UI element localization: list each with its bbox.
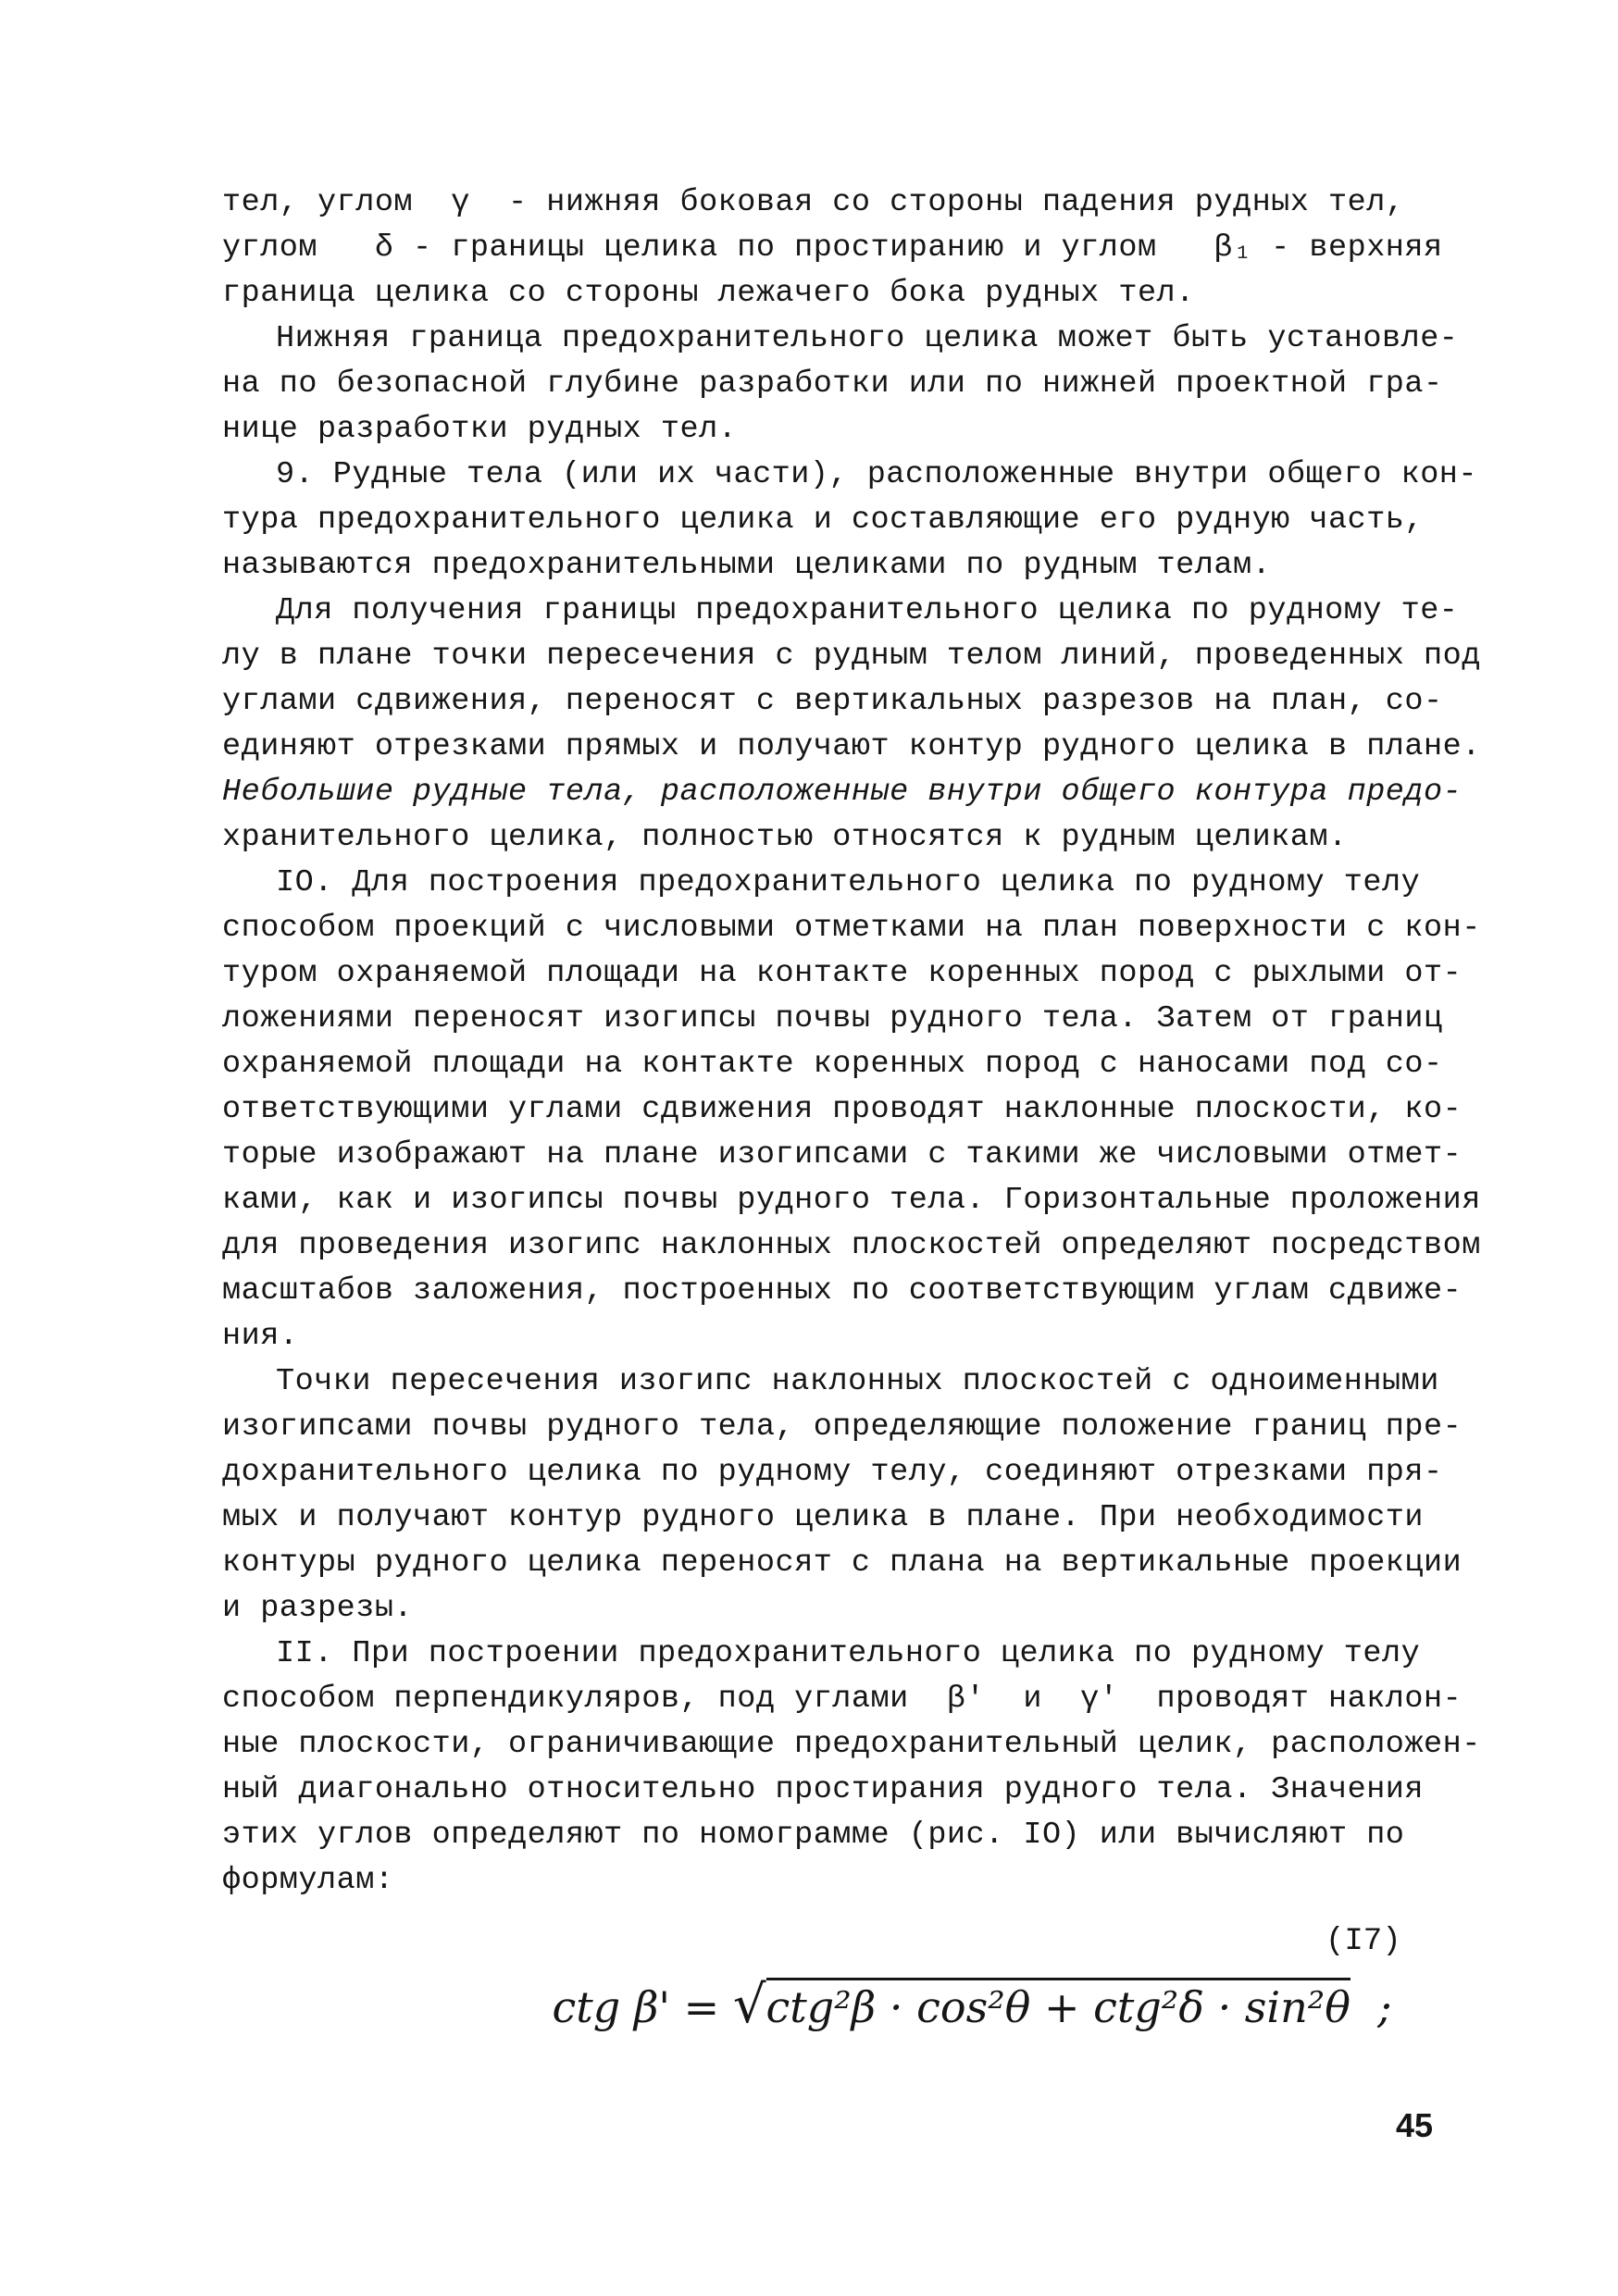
text-line: II. При построении предохранительного целика по рудному телу <box>276 1636 1421 1671</box>
text-line: Для получения границы предохранительного целика по рудному те- <box>276 593 1459 628</box>
text-line: 9. Рудные тела (или их части), расположенные внутри общего кон- <box>276 457 1478 492</box>
text-line: способом проекций с числовыми отметками на план поверхности с кон- <box>222 911 1481 946</box>
text-line: лу в плане точки пересечения с рудным телом линий, проведенных под <box>222 639 1481 674</box>
text-line: Нижняя граница предохранительного целика может быть установле- <box>276 321 1459 356</box>
text-line: и разрезы. <box>222 1591 414 1626</box>
text-line: тура предохранительного целика и составляющие его рудную часть, <box>222 503 1425 538</box>
text-line: ные плоскости, ограничивающие предохранительный целик, расположен- <box>222 1727 1481 1762</box>
text-line: Точки пересечения изогипс наклонных плоскостей с одноименными <box>276 1364 1439 1399</box>
text-line: на по безопасной глубине разработки или по нижней проектной гра- <box>222 366 1443 402</box>
text-line: единяют отрезками прямых и получают контур рудного целика в плане. <box>222 729 1481 764</box>
text-line: граница целика со стороны лежачего бока рудных тел. <box>222 276 1195 311</box>
text-line: IО. Для построения предохранительного целика по рудному телу <box>276 865 1421 900</box>
text-line: ный диагонально относительно простирания рудного тела. Значения <box>222 1772 1425 1807</box>
text-line: дохранительного целика по рудному телу, соединяют отрезками пря- <box>222 1455 1443 1490</box>
text-line: углами сдвижения, переносят с вертикальных разрезов на план, со- <box>222 684 1443 719</box>
formula-radicand: ctg²β · cos²θ + ctg²δ · sin²θ <box>766 1978 1350 2032</box>
text-line: ками, как и изогипсы почвы рудного тела. Горизонтальные проложения <box>222 1183 1481 1218</box>
text-line: способом перпендикуляров, под углами β' и γ' проводят наклон- <box>222 1682 1462 1717</box>
text-line: торые изображают на плане изогипсами с такими же числовыми отмет- <box>222 1137 1462 1173</box>
text-line: ответствующими углами сдвижения проводят наклонные плоскости, ко- <box>222 1092 1462 1127</box>
text-line: углом δ - границы целика по простиранию и углом β₁ - верхняя <box>222 230 1443 266</box>
text-line: этих углов определяют по номограмме (рис. IО) или вычисляют по <box>222 1818 1405 1853</box>
text-line: хранительного целика, полностью относятся к рудным целикам. <box>222 820 1348 855</box>
text-line: охраняемой площади на контакте коренных пород с наносами под со- <box>222 1047 1443 1082</box>
text-line: тел, углом γ - нижняя боковая со стороны падения рудных тел, <box>222 185 1405 220</box>
text-line: туром охраняемой площади на контакте коренных пород с рыхлыми от- <box>222 956 1462 991</box>
text-line: масштабов заложения, построенных по соответствующим углам сдвиже- <box>222 1273 1462 1309</box>
sqrt-sign: √ <box>732 1975 766 2035</box>
text-line: Небольшие рудные тела, расположенные внутри общего контура предо- <box>222 775 1462 810</box>
text-line: контуры рудного целика переносят с плана на вертикальные проекции <box>222 1545 1462 1581</box>
text-line: нице разработки рудных тел. <box>222 412 738 447</box>
text-line: ложениями переносят изогипсы почвы рудного тела. Затем от границ <box>222 1001 1443 1036</box>
text-line: для проведения изогипс наклонных плоскостей определяют посредством <box>222 1228 1481 1263</box>
formula <box>498 1908 1392 2035</box>
formula-lhs: ctg β' = <box>552 1982 733 2032</box>
text-line: изогипсами почвы рудного тела, определяющие положение границ пре- <box>222 1409 1462 1445</box>
text-line: мых и получают контур рудного целика в плане. При необходимости <box>222 1500 1425 1535</box>
text-line: называются предохранительными целиками по рудным телам. <box>222 548 1272 583</box>
formula-terminator: ; <box>1350 1982 1392 2032</box>
page-number: 45 <box>1396 2106 1434 2144</box>
equation-number: (I7) <box>1326 1924 1401 1959</box>
text-line: ния. <box>222 1319 299 1354</box>
text-line: формулам: <box>222 1863 394 1898</box>
